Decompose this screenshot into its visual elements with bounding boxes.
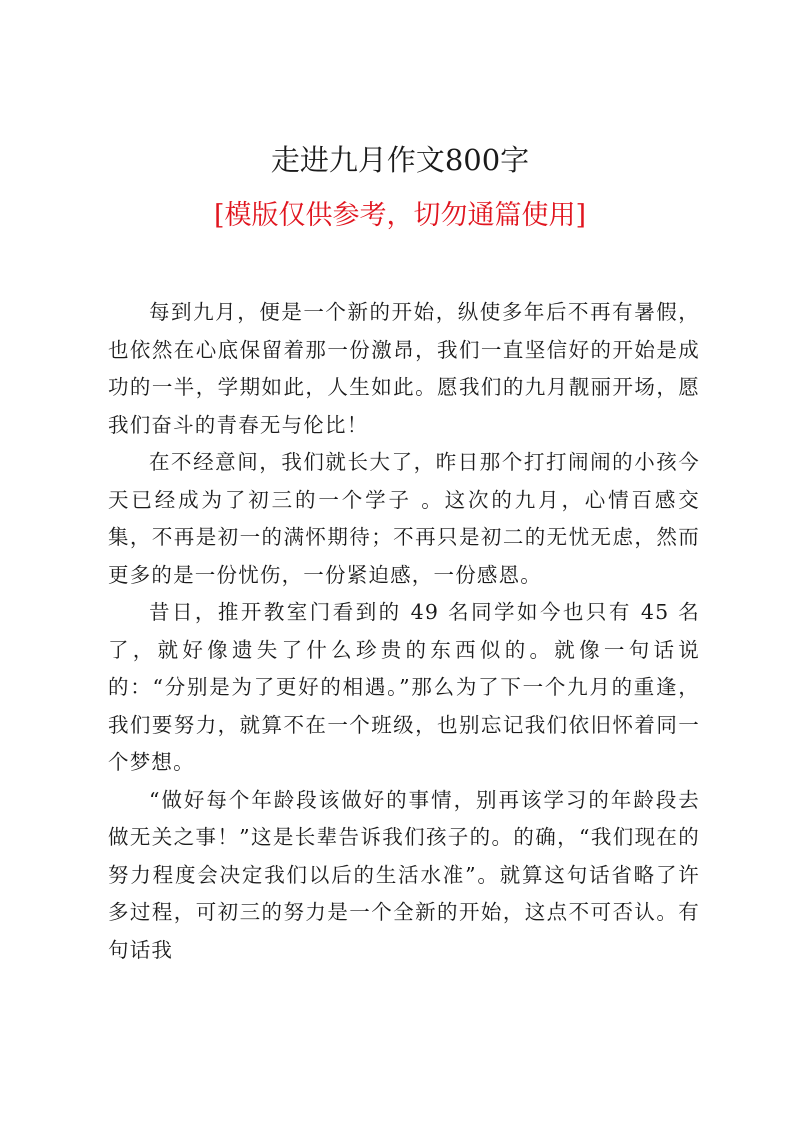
document-title: 走进九月作文800字 <box>270 143 530 177</box>
template-notice: [模版仅供参考，切勿通篇使用] <box>213 200 587 231</box>
essay-body <box>108 294 700 969</box>
paragraph-1: 每到九月，便是一个新的开始，纵使多年后不再有暑假，也依然在心底保留着那一份激昂，我们一直坚信好的开始是成功的一半，学期如此，人生如此。愿我们的九月靓丽开场，愿我们奋斗的青春无与伦比！ <box>108 300 700 437</box>
paragraph-2: 在不经意间，我们就长大了，昨日那个打打闹闹的小孩今天已经成为了初三的一个学子 。这次的九月，心情百感交集，不再是初一的满怀期待；不再只是初二的无忧无虑，然而更多的是一份忧伤，一份紧迫感，一份感恩。 <box>108 450 700 587</box>
paragraph-4: “做好每个年龄段该做好的事情，别再该学习的年龄段去做无关之事！”这是长辈告诉我们孩子的。的确，“我们现在的努力程度会决定我们以后的生活水准”。就算这句话省略了许多过程，可初三的努力是一个全新的开始，这点不可否认。有句话我 <box>108 787 700 962</box>
paragraph-3: 昔日，推开教室门看到的 49 名同学如今也只有 45 名了，就好像遗失了什么珍贵的东西似的。就像一句话说的：“分别是为了更好的相遇。”那么为了下一个九月的重逢，我们要努力，就算不在一个班级，也别忘记我们依旧怀着同一个梦想。 <box>108 600 700 774</box>
